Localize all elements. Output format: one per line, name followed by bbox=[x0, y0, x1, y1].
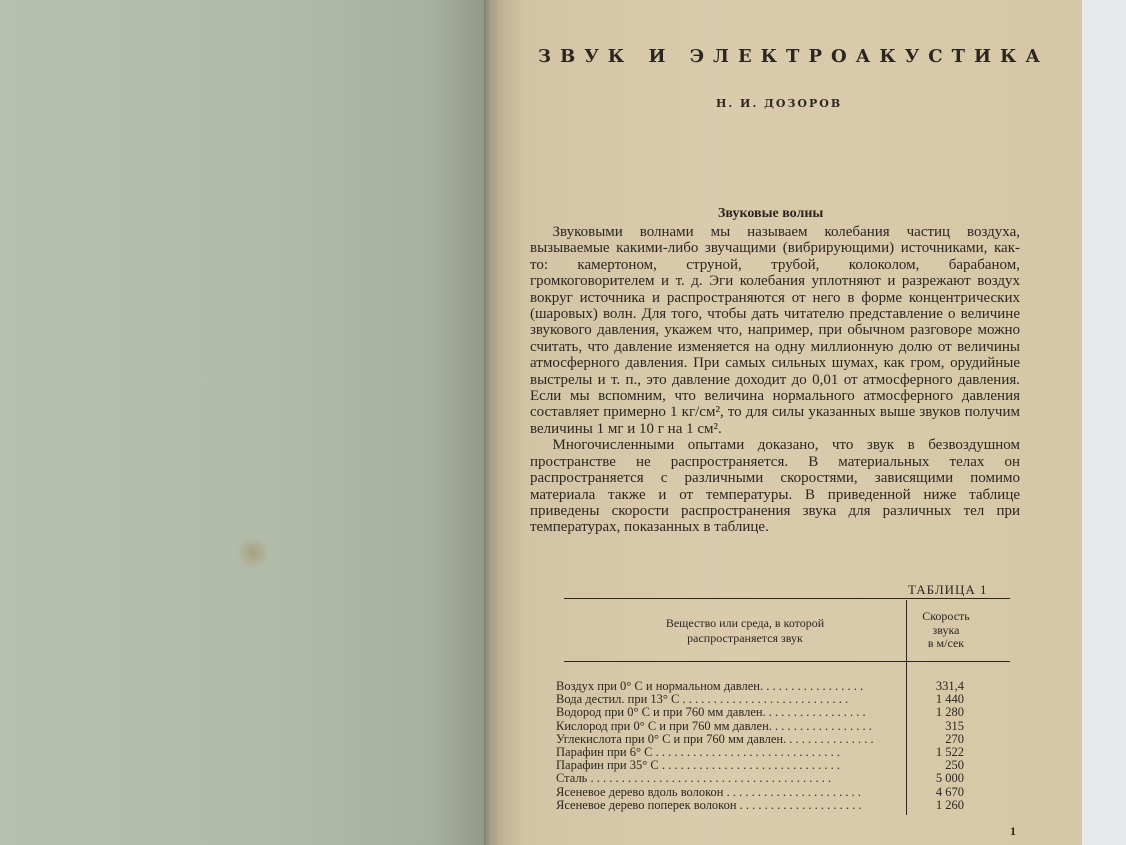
section-heading: Звуковые волны bbox=[718, 206, 824, 221]
right-text-page bbox=[490, 0, 1082, 845]
substance-cell: Ясеневое дерево вдоль волокон . . . . . . . . . . . . . . . . . . . . . . bbox=[556, 785, 861, 799]
table-row bbox=[556, 759, 996, 772]
speed-cell: 270 bbox=[945, 731, 964, 746]
table-row bbox=[556, 720, 996, 733]
table-header-rule bbox=[564, 661, 1010, 662]
table-row bbox=[556, 680, 996, 693]
book-spine bbox=[484, 0, 498, 845]
substance-cell: Парафин при 35° С . . . . . . . . . . . . . . . . . . . . . . . . . . . . . bbox=[556, 759, 840, 773]
page-title: ЗВУК И ЭЛЕКТРОАКУСТИКА bbox=[538, 46, 1050, 67]
speed-cell: 4 670 bbox=[935, 784, 964, 799]
speed-cell: 1 522 bbox=[935, 744, 964, 759]
table-header-substance: Вещество или среда, в которой распространяется звук bbox=[665, 616, 825, 645]
table-body bbox=[556, 680, 996, 812]
header-speed-line: Скорость bbox=[922, 609, 970, 623]
table-row bbox=[556, 772, 996, 785]
substance-cell: Кислород при 0° С и при 760 мм давлен. . . . . . . . . . . . . . . . . bbox=[556, 719, 872, 733]
substance-cell: Водород при 0° С и при 760 мм давлен. . . . . . . . . . . . . . . . . bbox=[556, 706, 866, 720]
table-caption: ТАБЛИЦА 1 bbox=[908, 582, 988, 597]
paragraph: Многочисленными опытами доказано, что звук в безвоздушном пространстве не распространяется. В материальных телах он распространяется с различными скоростями, зависящими помимо материала также и от температуры. В приведенной ниже таблице приведены скорости распространения звука для различных тел при температурах, показанных в таблице. bbox=[530, 437, 1020, 536]
table-header-speed bbox=[910, 610, 982, 651]
substance-cell: Сталь . . . . . . . . . . . . . . . . . . . . . . . . . . . . . . . . . . . . . . . bbox=[556, 772, 832, 786]
substance-cell: Ясеневое дерево поперек волокон . . . . . . . . . . . . . . . . . . . . bbox=[556, 798, 862, 812]
speed-cell: 331,4 bbox=[935, 679, 964, 693]
paper-stain bbox=[236, 538, 270, 568]
table-row bbox=[556, 746, 996, 759]
speed-cell: 250 bbox=[945, 758, 964, 773]
author-name: Н. И. ДОЗОРОВ bbox=[716, 97, 843, 110]
header-speed-line: звука bbox=[932, 622, 960, 637]
background-surface bbox=[1082, 0, 1126, 845]
table-top-rule bbox=[564, 598, 1010, 599]
speed-cell: 1 260 bbox=[935, 797, 964, 812]
substance-cell: Парафин при 6° С . . . . . . . . . . . . . . . . . . . . . . . . . . . . . . bbox=[556, 745, 840, 759]
header-speed-line: в м/сек bbox=[927, 636, 965, 650]
speed-cell: 315 bbox=[945, 718, 964, 733]
table-row bbox=[556, 706, 996, 719]
paragraph: Звуковыми волнами мы называем колебания частиц воздуха, вызываемые какими-либо звучащими (вибрирующими) источниками, как-то: камертоном, струной, трубой, колоколом, барабаном, громкоговорителем и т. д. Эги колебания уплотняют и разрежают воздух вокруг источника и распространяются от него в форме концентрических (шаровых) волн. Для того, чтобы дать читателю представление о величине звукового давления, укажем что, например, при обычном разговоре можно считать, что давление изменяется на одну миллионную долю от величины атмосферного давления. При самых сильных шумах, как гром, орудийные выстрелы и т. п., это давление доходит до 0,01 от атмосферного давления. Если мы вспомним, что величина нормального атмосферного давления составляет примерно 1 кг/см², то для силы указанных выше звуков получим величины 1 мг и 10 г на 1 см². bbox=[530, 224, 1020, 437]
table-row bbox=[556, 733, 996, 746]
left-blank-page bbox=[0, 0, 490, 845]
substance-cell: Углекислота при 0° С и при 760 мм давлен. . . . . . . . . . . . . . . bbox=[556, 732, 874, 746]
table-row bbox=[556, 693, 996, 706]
body-text bbox=[530, 224, 1020, 536]
page-number: 1 bbox=[1010, 824, 1016, 838]
speed-cell: 1 280 bbox=[935, 705, 964, 720]
substance-cell: Воздух при 0° С и нормальном давлен. . . . . . . . . . . . . . . . . bbox=[556, 680, 864, 693]
substance-cell: Вода дестил. при 13° С . . . . . . . . . . . . . . . . . . . . . . . . . . . bbox=[556, 693, 849, 707]
table-row bbox=[556, 786, 996, 799]
table-row bbox=[556, 799, 996, 812]
speed-cell: 5 000 bbox=[935, 771, 964, 786]
speed-cell: 1 440 bbox=[935, 692, 964, 707]
